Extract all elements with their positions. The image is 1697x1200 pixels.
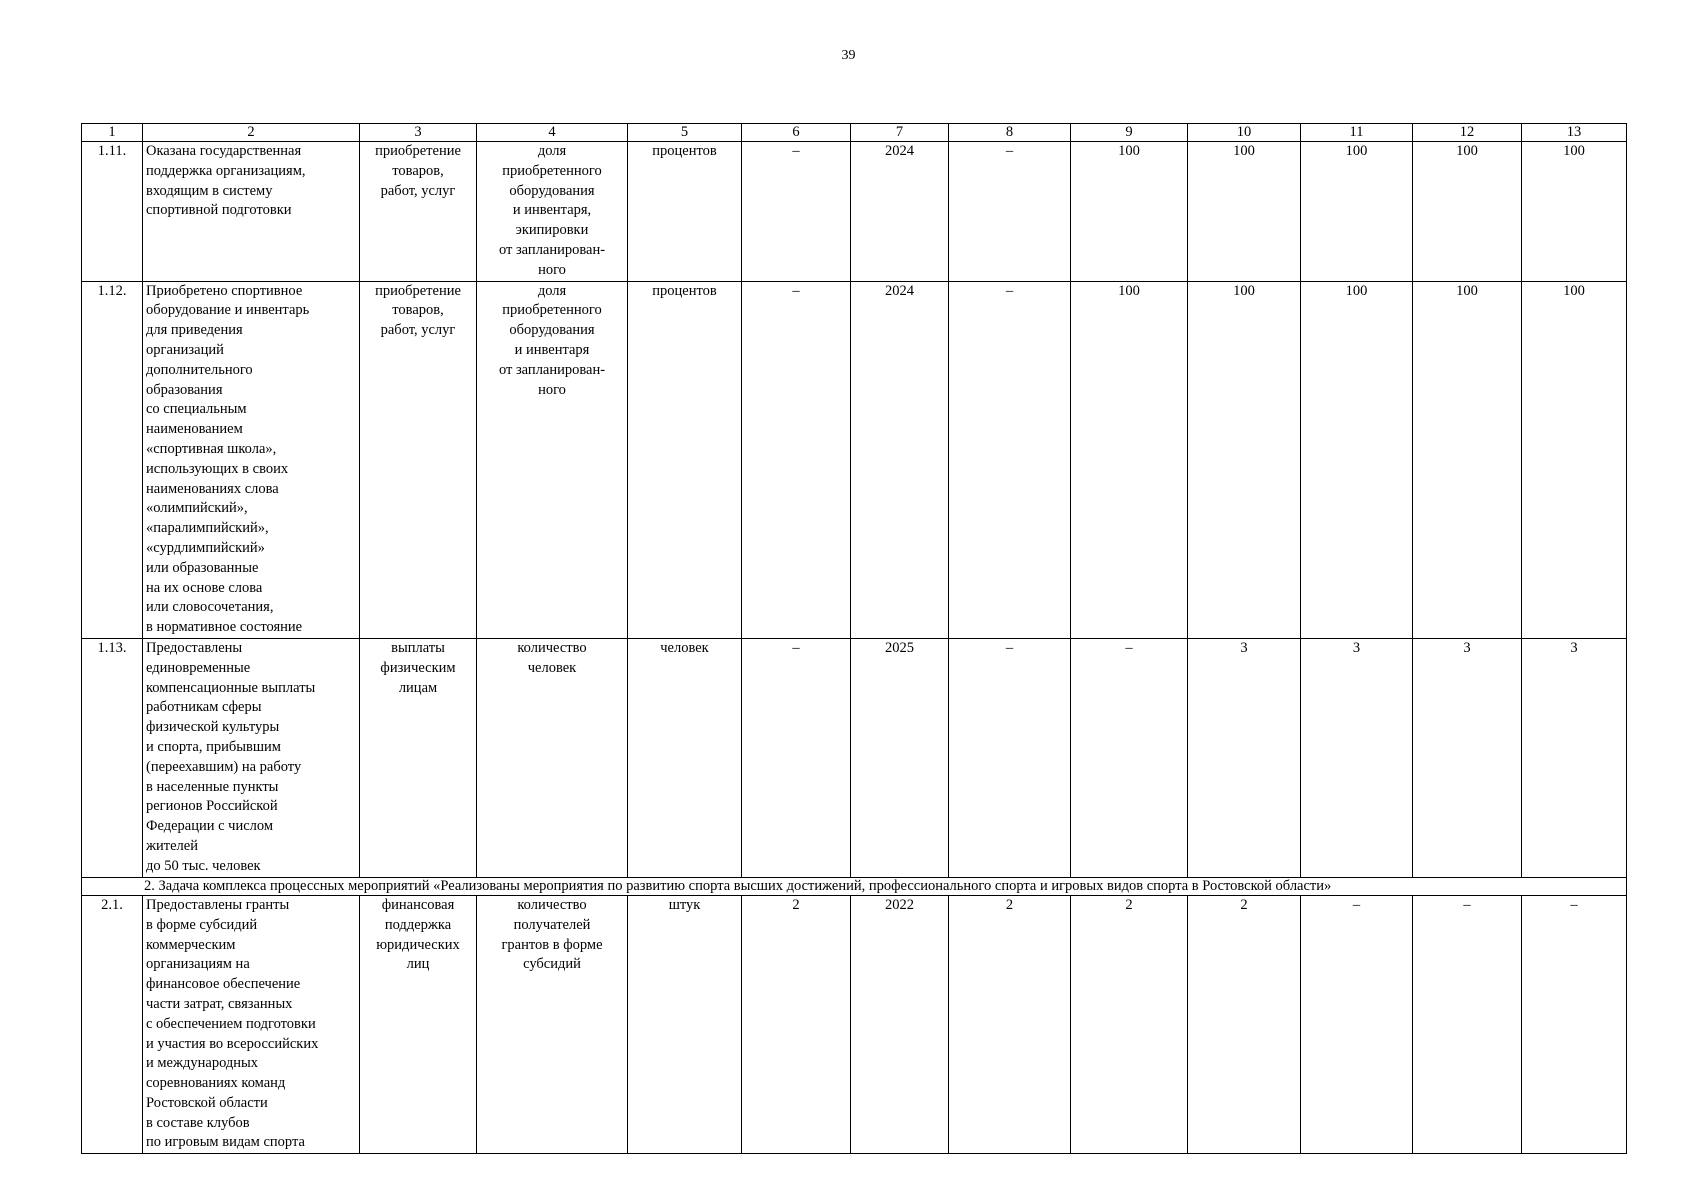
row-name: Оказана государственная поддержка организациям, входящим в систему спортивной подготовки	[143, 142, 360, 282]
column-number-row	[82, 124, 1627, 142]
row-indicator: доля приобретенного оборудования и инвентаря, экипировки от запланирован- ного	[477, 142, 628, 282]
row-value: 3	[1301, 638, 1413, 877]
column-number: 12	[1413, 124, 1522, 142]
row-id: 1.13.	[82, 638, 143, 877]
row-value: 100	[1522, 142, 1627, 282]
row-name: Предоставлены единовременные компенсационные выплаты работникам сферы физической культуры и спорта, прибывшим (переехавшим) на работу в населенные пункты регионов Российской Федерации с числом жителей до 50 тыс. человек	[143, 638, 360, 877]
row-unit: человек	[628, 638, 742, 877]
row-unit: процентов	[628, 281, 742, 638]
row-value: 100	[1301, 142, 1413, 282]
row-type: приобретение товаров, работ, услуг	[360, 281, 477, 638]
column-number: 9	[1071, 124, 1188, 142]
section-heading: 2. Задача комплекса процессных мероприятий «Реализованы мероприятия по развитию спорта высших достижений, профессионального спорта и игровых видов спорта в Ростовской области»	[82, 877, 1627, 895]
row-unit: процентов	[628, 142, 742, 282]
row-indicator: количество получателей грантов в форме субсидий	[477, 895, 628, 1153]
table-row	[82, 638, 1627, 877]
row-value: –	[949, 142, 1071, 282]
row-value: 3	[1413, 638, 1522, 877]
row-base-value: 2	[742, 895, 851, 1153]
row-base-year: 2022	[851, 895, 949, 1153]
column-number: 1	[82, 124, 143, 142]
row-value: –	[1301, 895, 1413, 1153]
row-name: Приобретено спортивное оборудование и инвентарь для приведения организаций дополнительного образования со специальным наименованием «спортивная школа», использующих в своих наименованиях слова «олимпийский», «паралимпийский», «сурдлимпийский» или образованные на их основе слова или словосочетания, в нормативное состояние	[143, 281, 360, 638]
page-number: 39	[841, 48, 856, 63]
row-value: –	[1522, 895, 1627, 1153]
row-id: 1.11.	[82, 142, 143, 282]
row-type: приобретение товаров, работ, услуг	[360, 142, 477, 282]
row-value: –	[949, 638, 1071, 877]
table-row	[82, 895, 1627, 1153]
row-value: 3	[1522, 638, 1627, 877]
row-value: 3	[1188, 638, 1301, 877]
row-value: –	[949, 281, 1071, 638]
row-type: финансовая поддержка юридических лиц	[360, 895, 477, 1153]
row-base-value: –	[742, 142, 851, 282]
row-name: Предоставлены гранты в форме субсидий коммерческим организациям на финансовое обеспечение части затрат, связанных с обеспечением подготовки и участия во всероссийских и международных соревнованиях команд Ростовской области в составе клубов по игровым видам спорта	[143, 895, 360, 1153]
row-value: 100	[1522, 281, 1627, 638]
column-number: 3	[360, 124, 477, 142]
row-value: 100	[1071, 142, 1188, 282]
row-id: 1.12.	[82, 281, 143, 638]
row-value: 2	[1188, 895, 1301, 1153]
column-number: 5	[628, 124, 742, 142]
row-value: 100	[1413, 142, 1522, 282]
row-base-year: 2024	[851, 142, 949, 282]
row-value: 2	[949, 895, 1071, 1153]
row-value: 100	[1301, 281, 1413, 638]
row-base-value: –	[742, 638, 851, 877]
row-value: 100	[1413, 281, 1522, 638]
row-indicator: доля приобретенного оборудования и инвентаря от запланирован- ного	[477, 281, 628, 638]
row-base-value: –	[742, 281, 851, 638]
row-value: 100	[1188, 281, 1301, 638]
column-number: 8	[949, 124, 1071, 142]
row-value: –	[1413, 895, 1522, 1153]
column-number: 11	[1301, 124, 1413, 142]
row-id: 2.1.	[82, 895, 143, 1153]
table-row	[82, 142, 1627, 282]
row-value: 100	[1188, 142, 1301, 282]
column-number: 2	[143, 124, 360, 142]
row-base-year: 2025	[851, 638, 949, 877]
column-number: 10	[1188, 124, 1301, 142]
row-value: –	[1071, 638, 1188, 877]
column-number: 13	[1522, 124, 1627, 142]
row-base-year: 2024	[851, 281, 949, 638]
row-unit: штук	[628, 895, 742, 1153]
row-value: 100	[1071, 281, 1188, 638]
table-row	[82, 281, 1627, 638]
row-value: 2	[1071, 895, 1188, 1153]
column-number: 4	[477, 124, 628, 142]
section-heading-row	[82, 877, 1627, 895]
row-indicator: количество человек	[477, 638, 628, 877]
column-number: 6	[742, 124, 851, 142]
results-table	[81, 123, 1627, 1154]
column-number: 7	[851, 124, 949, 142]
row-type: выплаты физическим лицам	[360, 638, 477, 877]
